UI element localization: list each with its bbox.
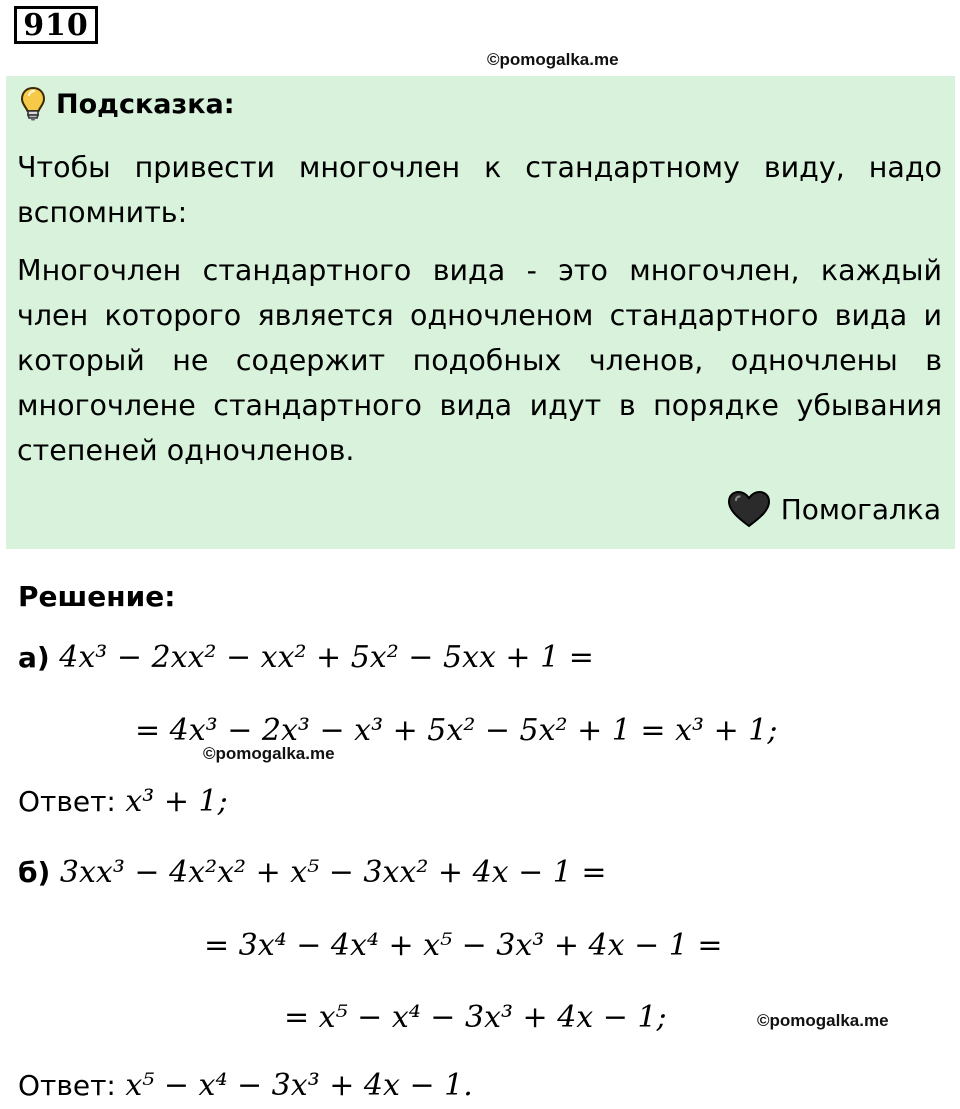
part-a-answer-label: Ответ:: [18, 785, 116, 818]
part-a-answer: [18, 784, 228, 819]
part-a-line-1: [18, 640, 594, 675]
part-b-expression-3: = x⁵ − x⁴ − 3x³ + 4x − 1;: [284, 1000, 667, 1035]
part-b-answer: [18, 1068, 473, 1103]
part-b-line-2: [204, 928, 723, 963]
brand: [727, 490, 941, 528]
part-b-answer-label: Ответ:: [18, 1069, 116, 1102]
watermark: ©pomogalka.me: [203, 744, 335, 763]
hint-paragraph-1: Чтобы привести многочлен к стандартному виду, надо вспомнить:: [17, 151, 942, 229]
hint-title-text: Подсказка:: [56, 88, 235, 120]
brand-label: Помогалка: [780, 492, 941, 526]
task-number: 910: [14, 6, 98, 44]
hint-paragraph-2: Многочлен стандартного вида - это многочлен, каждый член которого является одночленом стандартного вида и который не содержит подобных членов, одночлены в многочлене стандартного вида идут в порядке убывания степеней одночленов.: [17, 254, 942, 467]
part-a-expression-1: 4x³ − 2xx² − xx² + 5x² − 5xx + 1 =: [59, 640, 594, 675]
part-b-expression-2: = 3x⁴ − 4x⁴ + x⁵ − 3x³ + 4x − 1 =: [204, 928, 723, 963]
part-a-line-2: [135, 713, 777, 748]
part-b-answer-value: x⁵ − x⁴ − 3x³ + 4x − 1.: [125, 1068, 473, 1103]
heart-icon: [727, 490, 771, 528]
hint-box: [6, 76, 955, 549]
part-a-answer-value: x³ + 1;: [125, 784, 228, 819]
part-b-label: б): [18, 856, 51, 889]
part-b-expression-1: 3xx³ − 4x²x² + x⁵ − 3xx² + 4x − 1 =: [59, 855, 607, 890]
watermark: ©pomogalka.me: [487, 50, 619, 69]
part-b-line-1: [18, 855, 607, 890]
part-a-label: а): [18, 641, 50, 674]
part-a-expression-2: = 4x³ − 2x³ − x³ + 5x² − 5x² + 1 = x³ + 1;: [135, 713, 778, 748]
solution-title: Решение:: [18, 580, 176, 613]
lightbulb-icon: [20, 86, 46, 122]
hint-title: [20, 86, 235, 122]
watermark: ©pomogalka.me: [757, 1011, 889, 1030]
part-b-line-3: [284, 1000, 667, 1035]
